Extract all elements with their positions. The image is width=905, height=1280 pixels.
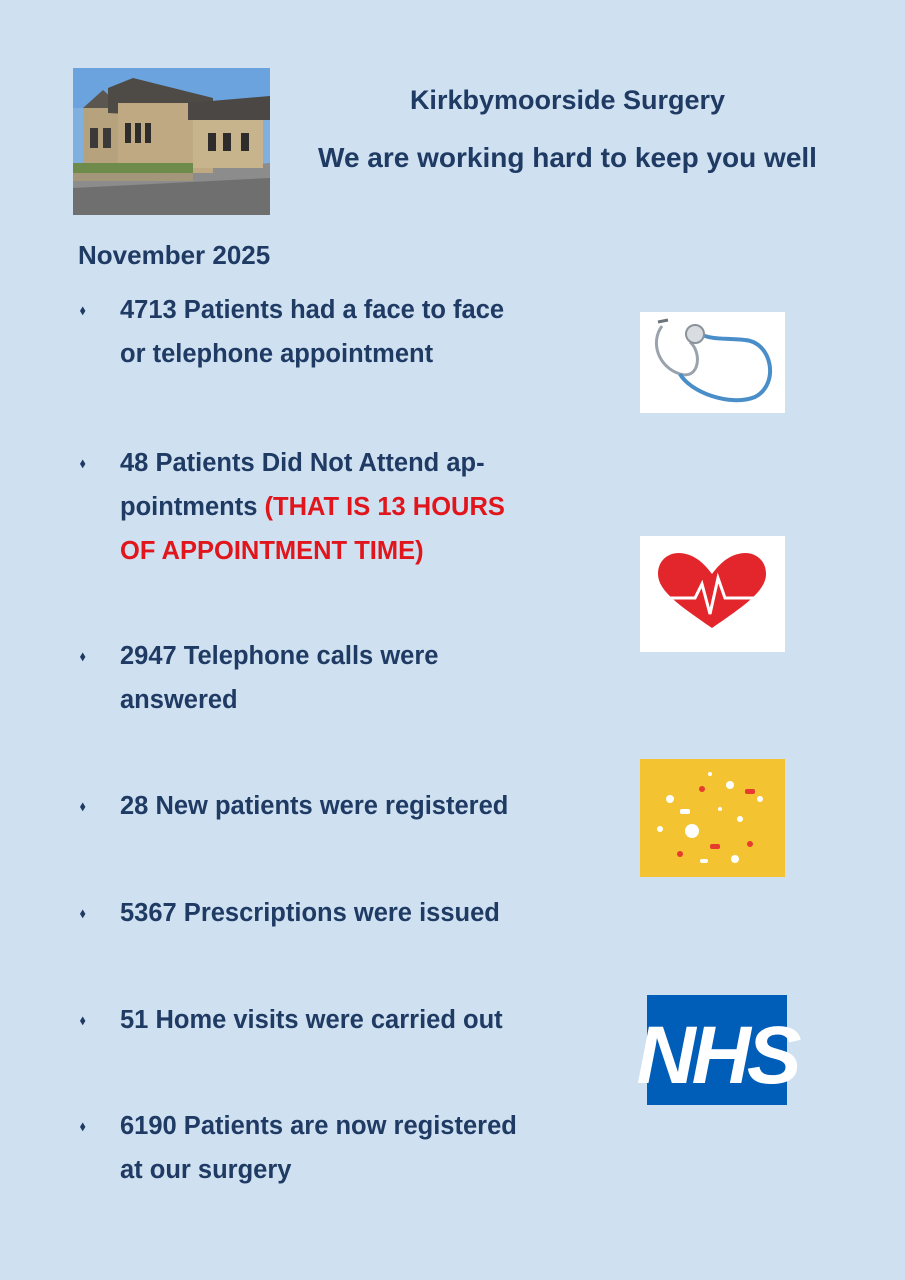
stat-appointments [80, 288, 550, 376]
stat-text-part: pointments [120, 493, 265, 521]
stat-text-line: 6190 Patients are now registered [120, 1112, 517, 1140]
stat-text-line: or telephone appointment [120, 340, 434, 368]
stat-registered-patients [80, 1104, 550, 1192]
stat-new-patients [80, 784, 550, 828]
stat-text-line: answered [120, 686, 238, 714]
stat-home-visits [80, 998, 550, 1042]
bullet-icon: ⬧ [80, 456, 86, 470]
nhs-logo-text: NHS [636, 1010, 798, 1101]
dna-hours-highlight: (THAT IS 13 HOURS [264, 493, 505, 521]
stat-text-line [120, 485, 550, 529]
bullet-icon: ⬧ [80, 1119, 86, 1133]
surgery-name-title: Kirkbymoorside Surgery [409, 85, 726, 115]
bullet-icon: ⬧ [80, 906, 86, 920]
tagline: We are working hard to keep you well [318, 142, 817, 173]
stat-text-line: at our surgery [120, 1156, 292, 1184]
report-month: November 2025 [78, 240, 271, 270]
surgery-building-photo [73, 68, 270, 215]
stat-text-line: 48 Patients Did Not Attend ap- [120, 449, 485, 477]
stat-text-line: 2947 Telephone calls were [120, 642, 439, 670]
bullet-icon: ⬧ [80, 799, 86, 813]
dna-hours-highlight: OF APPOINTMENT TIME) [120, 537, 424, 565]
bullet-icon: ⬧ [80, 649, 86, 663]
bullet-icon: ⬧ [80, 1013, 86, 1027]
pills-icon [640, 759, 785, 877]
stat-telephone-calls [80, 634, 550, 722]
nhs-logo [636, 995, 798, 1105]
stat-text-line: 4713 Patients had a face to face [120, 296, 505, 324]
stat-text-line: 28 New patients were registered [120, 792, 509, 820]
stat-text-line: 5367 Prescriptions were issued [120, 899, 500, 927]
stat-text-line: 51 Home visits were carried out [120, 1006, 503, 1034]
stethoscope-icon [640, 312, 785, 413]
stat-prescriptions [80, 891, 550, 935]
bullet-icon: ⬧ [80, 303, 86, 317]
heartbeat-icon [640, 536, 785, 652]
stat-did-not-attend [80, 441, 550, 573]
